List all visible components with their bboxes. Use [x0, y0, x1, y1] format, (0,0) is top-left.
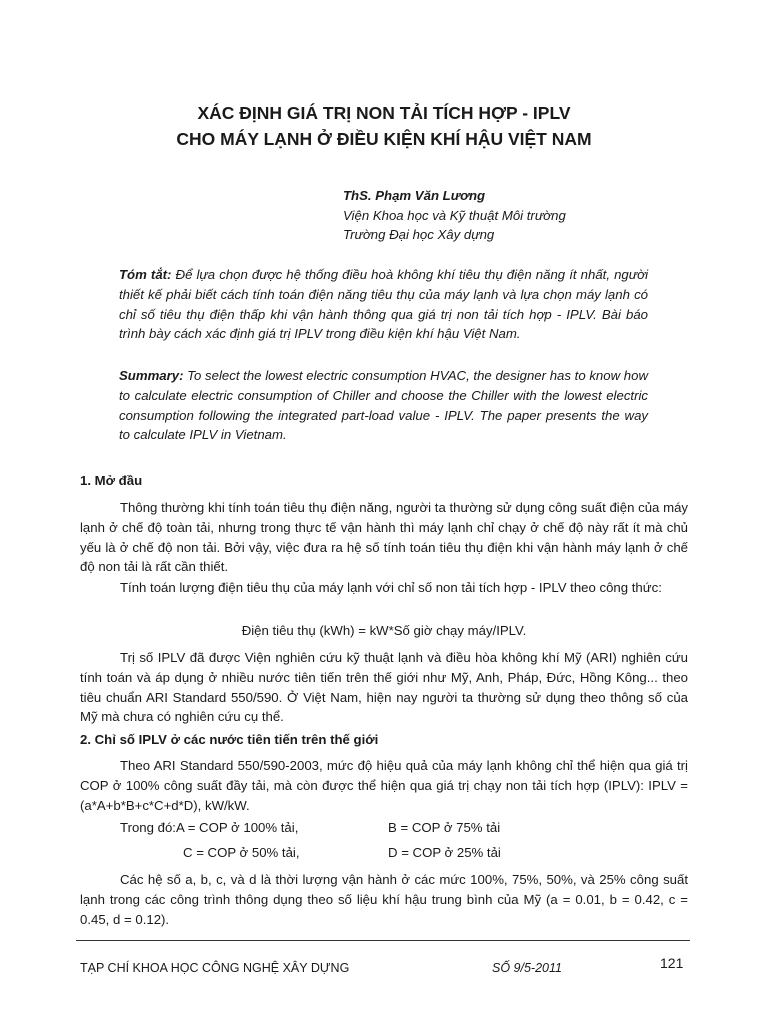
abstract-en-text: To select the lowest electric consumption HVAC, the designer has to know how to calculate electric consumption of Chiller and choose the Chiller with the lowest electric consumption following the integrated part-load value - IPLV. The paper presents the way to calculate IPLV in Vietnam.	[119, 368, 648, 443]
footer-issue: SỐ 9/5-2011	[492, 961, 562, 975]
author-affiliation-1: Viện Khoa học và Kỹ thuật Môi trường	[343, 207, 566, 223]
paper-title	[0, 100, 768, 152]
title-line-1: XÁC ĐỊNH GIÁ TRỊ NON TẢI TÍCH HỢP - IPLV	[197, 103, 571, 123]
abstract-vn-text: Để lựa chọn được hệ thống điều hoà không khí tiêu thụ điện năng ít nhất, người thiết kế phải biết cách tính toán điện năng tiêu thụ của máy lạnh và lựa chọn máy lạnh có chỉ số tiêu thụ điện thấp khi vận hành thông qua giá trị non tải tích hợp - IPLV. Bài báo trình bày cách xác định giá trị IPLV trong điều kiện khí hậu Việt Nam.	[119, 267, 649, 342]
title-line-2: CHO MÁY LẠNH Ở ĐIỀU KIỆN KHÍ HẬU VIỆT NAM	[176, 129, 592, 149]
definition-a: Trong đó:A = COP ở 100% tải,	[120, 820, 299, 835]
abstract-en-label: Summary:	[119, 368, 184, 383]
section-1-paragraph-2: Tính toán lượng điện tiêu thụ của máy lạnh với chỉ số non tải tích hợp - IPLV theo công thức:	[120, 580, 662, 595]
section-1-paragraph-3: Trị số IPLV đã được Viện nghiên cứu kỹ thuật lạnh và điều hòa không khí Mỹ (ARI) nghiên cứu tính toán và áp dụng ở nhiều nước tiên tiến trên thế giới như Mỹ, Anh, Pháp, Đức, Hồng Kông... theo tiêu chuẩn ARI Standard 550/590. Ở Việt Nam, hiện nay người ta thường sử dụng theo thông số của Mỹ mà chưa có nghiên cứu cụ thể.	[80, 650, 688, 725]
section-1-paragraph-1: Thông thường khi tính toán tiêu thụ điện năng, người ta thường sử dụng công suất điện của máy lạnh ở chế độ toàn tải, nhưng trong thực tế vận hành thì máy lạnh chỉ chạy ở chế độ này rất ít mà chủ yếu là ở chế độ non tải. Bởi vậy, việc đưa ra hệ số tính toán tiêu thụ điện khi vận hành máy lạnh ở chế độ non tải là rất cần thiết.	[80, 500, 688, 575]
author-name: ThS. Phạm Văn Lương	[343, 188, 486, 203]
page-number: 121	[660, 955, 684, 971]
section-2-heading: 2. Chỉ số IPLV ở các nước tiên tiến trên thế giới	[80, 732, 379, 747]
author-block	[343, 186, 566, 245]
abstract-english	[119, 366, 648, 445]
section-2-paragraph-2: Các hệ số a, b, c, và d là thời lượng vận hành ở các mức 100%, 75%, 50%, và 25% công suất lạnh trong các công trình thông dụng theo số liệu khí hậu trung bình của Mỹ (a = 0.01, b = 0.42, c = 0.45, d = 0.12).	[80, 872, 688, 927]
author-affiliation-2: Trường Đại học Xây dựng	[343, 227, 495, 242]
footer-journal-name: TẠP CHÍ KHOA HỌC CÔNG NGHỆ XÂY DỰNG	[80, 961, 350, 975]
definition-c: C = COP ở 50% tải,	[183, 845, 300, 860]
energy-formula: Điện tiêu thụ (kWh) = kW*Số giờ chạy máy/IPLV.	[241, 623, 527, 638]
definition-b: B = COP ở 75% tải	[388, 820, 501, 835]
section-1-heading: 1. Mở đầu	[80, 473, 143, 488]
definition-d: D = COP ở 25% tải	[388, 845, 501, 860]
abstract-vn-label: Tóm tắt:	[119, 267, 172, 282]
section-2-paragraph-1: Theo ARI Standard 550/590-2003, mức độ hiệu quả của máy lạnh không chỉ thể hiện qua giá trị COP ở 100% công suất đầy tải, mà còn được thể hiện qua giá trị chạy non tải tích hợp (IPLV): IPLV = (a*A+b*B+c*C+d*D), kW/kW.	[80, 758, 688, 813]
footer-divider	[76, 940, 690, 941]
abstract-vietnamese	[119, 265, 648, 344]
